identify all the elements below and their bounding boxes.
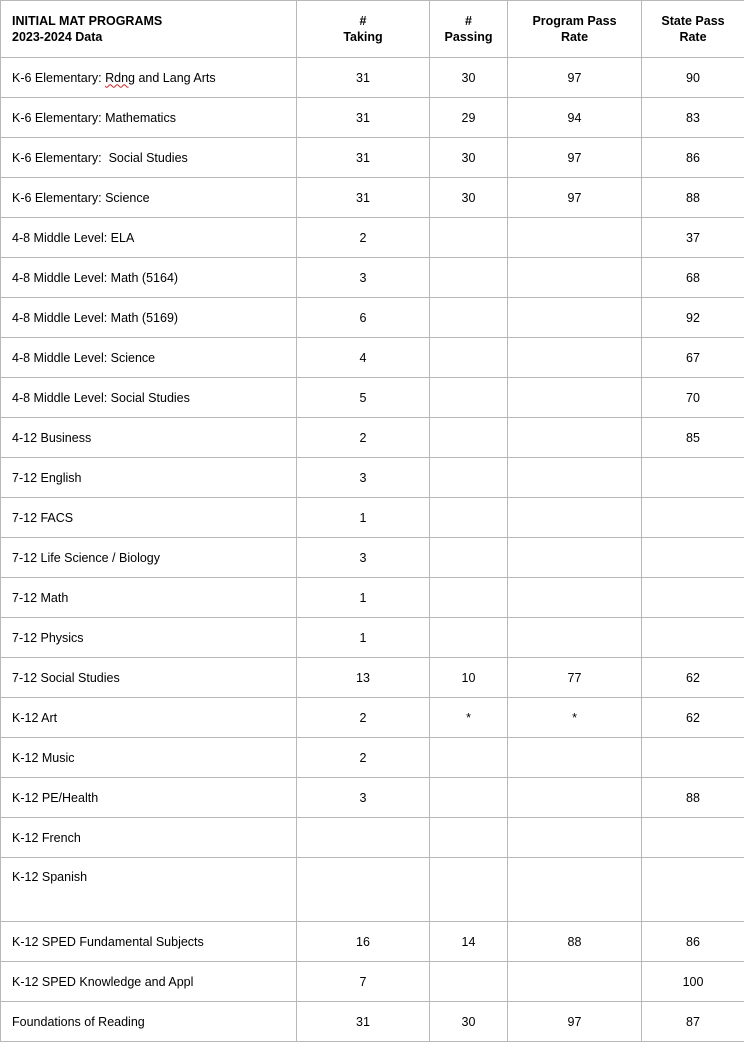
state-rate-cell: 70 — [642, 378, 744, 418]
header-program-line1: Program Pass — [508, 13, 641, 29]
program-name-cell: 7-12 Physics — [1, 618, 297, 658]
state-rate-cell: 86 — [642, 138, 744, 178]
passing-cell: 14 — [430, 922, 508, 962]
table-row — [1, 738, 744, 778]
taking-cell: 7 — [297, 962, 430, 1002]
table-row — [1, 818, 744, 858]
taking-cell: 1 — [297, 578, 430, 618]
state-rate-cell — [642, 458, 744, 498]
program-rate-cell — [508, 538, 642, 578]
program-name-cell: 4-8 Middle Level: Science — [1, 338, 297, 378]
state-rate-cell: 88 — [642, 178, 744, 218]
header-program-cell — [1, 1, 297, 58]
program-name-part: and Lang Arts — [135, 71, 216, 85]
table-row — [1, 538, 744, 578]
program-rate-cell: 97 — [508, 178, 642, 218]
program-name-cell: 4-12 Business — [1, 418, 297, 458]
program-name-part: K-6 Elementary: — [12, 71, 105, 85]
state-rate-cell: 85 — [642, 418, 744, 458]
state-rate-cell — [642, 738, 744, 778]
table-row — [1, 138, 744, 178]
table-row — [1, 378, 744, 418]
program-name-cell: 7-12 English — [1, 458, 297, 498]
taking-cell: 4 — [297, 338, 430, 378]
program-name-cell: K-12 Art — [1, 698, 297, 738]
state-rate-cell — [642, 498, 744, 538]
passing-cell — [430, 578, 508, 618]
table-row — [1, 858, 744, 922]
taking-cell: 2 — [297, 738, 430, 778]
taking-cell: 31 — [297, 1002, 430, 1042]
program-rate-cell — [508, 858, 642, 922]
state-rate-cell: 90 — [642, 58, 744, 98]
state-rate-cell: 87 — [642, 1002, 744, 1042]
header-state-line1: State Pass — [642, 13, 744, 29]
taking-cell: 3 — [297, 458, 430, 498]
taking-cell: 2 — [297, 218, 430, 258]
passing-cell — [430, 778, 508, 818]
program-name-cell: Foundations of Reading — [1, 1002, 297, 1042]
program-rate-cell: 97 — [508, 138, 642, 178]
state-rate-cell: 62 — [642, 698, 744, 738]
passing-cell — [430, 962, 508, 1002]
program-rate-cell — [508, 962, 642, 1002]
passing-cell — [430, 378, 508, 418]
taking-cell: 3 — [297, 778, 430, 818]
passing-cell — [430, 298, 508, 338]
table-row — [1, 778, 744, 818]
program-rate-cell — [508, 338, 642, 378]
program-name-cell: K-6 Elementary: Social Studies — [1, 138, 297, 178]
program-rate-cell — [508, 738, 642, 778]
program-name-cell: 4-8 Middle Level: Math (5169) — [1, 298, 297, 338]
table-row — [1, 458, 744, 498]
taking-cell: 1 — [297, 618, 430, 658]
header-row — [1, 1, 744, 58]
taking-cell: 31 — [297, 138, 430, 178]
table-row — [1, 1002, 744, 1042]
table-row — [1, 698, 744, 738]
table-row — [1, 962, 744, 1002]
state-rate-cell — [642, 818, 744, 858]
program-rate-cell — [508, 498, 642, 538]
program-name-cell: K-6 Elementary: Mathematics — [1, 98, 297, 138]
program-rate-cell: 97 — [508, 58, 642, 98]
state-rate-cell: 92 — [642, 298, 744, 338]
taking-cell: 2 — [297, 698, 430, 738]
state-rate-cell: 88 — [642, 778, 744, 818]
program-rate-cell — [508, 778, 642, 818]
state-rate-cell: 67 — [642, 338, 744, 378]
table-row — [1, 618, 744, 658]
passing-cell: 30 — [430, 138, 508, 178]
table-row — [1, 338, 744, 378]
program-rate-cell: 77 — [508, 658, 642, 698]
taking-cell: 2 — [297, 418, 430, 458]
program-name-cell: K-6 Elementary: Science — [1, 178, 297, 218]
state-rate-cell — [642, 578, 744, 618]
header-passing-cell — [430, 1, 508, 58]
passing-cell — [430, 218, 508, 258]
taking-cell: 6 — [297, 298, 430, 338]
program-name-cell: K-12 Music — [1, 738, 297, 778]
program-name-cell — [1, 58, 297, 98]
passing-cell — [430, 738, 508, 778]
passing-cell — [430, 258, 508, 298]
taking-cell: 3 — [297, 538, 430, 578]
passing-cell: * — [430, 698, 508, 738]
header-program-rate-cell — [508, 1, 642, 58]
table-row — [1, 98, 744, 138]
header-taking-cell — [297, 1, 430, 58]
program-rate-cell — [508, 458, 642, 498]
taking-cell: 31 — [297, 178, 430, 218]
header-passing-line2: Passing — [430, 29, 507, 45]
table-row — [1, 418, 744, 458]
header-state-rate-cell — [642, 1, 744, 58]
taking-cell: 1 — [297, 498, 430, 538]
taking-cell: 3 — [297, 258, 430, 298]
program-name-cell: 7-12 FACS — [1, 498, 297, 538]
program-rate-cell: * — [508, 698, 642, 738]
table-row — [1, 258, 744, 298]
taking-cell: 31 — [297, 58, 430, 98]
taking-cell: 13 — [297, 658, 430, 698]
passing-cell — [430, 538, 508, 578]
taking-cell — [297, 858, 430, 922]
state-rate-cell — [642, 538, 744, 578]
passing-cell — [430, 338, 508, 378]
header-state-line2: Rate — [642, 29, 744, 45]
header-taking-line1: # — [297, 13, 429, 29]
taking-cell — [297, 818, 430, 858]
passing-cell — [430, 818, 508, 858]
passing-cell: 30 — [430, 1002, 508, 1042]
program-name-part: Rdng — [105, 71, 135, 85]
program-rate-cell — [508, 258, 642, 298]
passing-cell — [430, 418, 508, 458]
table-row — [1, 218, 744, 258]
program-name-cell: K-12 French — [1, 818, 297, 858]
state-rate-cell — [642, 618, 744, 658]
taking-cell: 16 — [297, 922, 430, 962]
program-name-cell: K-12 SPED Knowledge and Appl — [1, 962, 297, 1002]
program-rate-cell — [508, 378, 642, 418]
table-row — [1, 578, 744, 618]
passing-cell: 29 — [430, 98, 508, 138]
program-name-cell: 7-12 Math — [1, 578, 297, 618]
program-name-cell: 4-8 Middle Level: Social Studies — [1, 378, 297, 418]
program-name-cell: 4-8 Middle Level: Math (5164) — [1, 258, 297, 298]
state-rate-cell: 37 — [642, 218, 744, 258]
state-rate-cell: 68 — [642, 258, 744, 298]
passing-cell — [430, 858, 508, 922]
program-rate-cell — [508, 218, 642, 258]
program-name-cell: 7-12 Life Science / Biology — [1, 538, 297, 578]
state-rate-cell: 62 — [642, 658, 744, 698]
table-row — [1, 58, 744, 98]
program-rate-cell — [508, 618, 642, 658]
state-rate-cell: 86 — [642, 922, 744, 962]
program-name-cell: K-12 Spanish — [1, 858, 297, 922]
state-rate-cell: 100 — [642, 962, 744, 1002]
header-taking-line2: Taking — [297, 29, 429, 45]
header-program-line2: Rate — [508, 29, 641, 45]
program-name-cell: 4-8 Middle Level: ELA — [1, 218, 297, 258]
taking-cell: 5 — [297, 378, 430, 418]
program-name-cell: K-12 SPED Fundamental Subjects — [1, 922, 297, 962]
passing-cell: 10 — [430, 658, 508, 698]
table-row — [1, 498, 744, 538]
table-row — [1, 922, 744, 962]
program-name-cell: K-12 PE/Health — [1, 778, 297, 818]
program-name-cell: 7-12 Social Studies — [1, 658, 297, 698]
program-rate-cell: 97 — [508, 1002, 642, 1042]
program-rate-cell — [508, 418, 642, 458]
program-rate-cell: 88 — [508, 922, 642, 962]
passing-cell: 30 — [430, 58, 508, 98]
state-rate-cell — [642, 858, 744, 922]
header-title-line2: 2023-2024 Data — [12, 29, 296, 45]
passing-cell — [430, 458, 508, 498]
table-row — [1, 178, 744, 218]
header-passing-line1: # — [430, 13, 507, 29]
program-rate-cell — [508, 578, 642, 618]
program-rate-cell — [508, 818, 642, 858]
table-row — [1, 298, 744, 338]
table-row — [1, 658, 744, 698]
passing-cell: 30 — [430, 178, 508, 218]
state-rate-cell: 83 — [642, 98, 744, 138]
header-title-line1: INITIAL MAT PROGRAMS — [12, 13, 296, 29]
passing-cell — [430, 498, 508, 538]
passing-cell — [430, 618, 508, 658]
program-rate-cell — [508, 298, 642, 338]
taking-cell: 31 — [297, 98, 430, 138]
program-rate-cell: 94 — [508, 98, 642, 138]
